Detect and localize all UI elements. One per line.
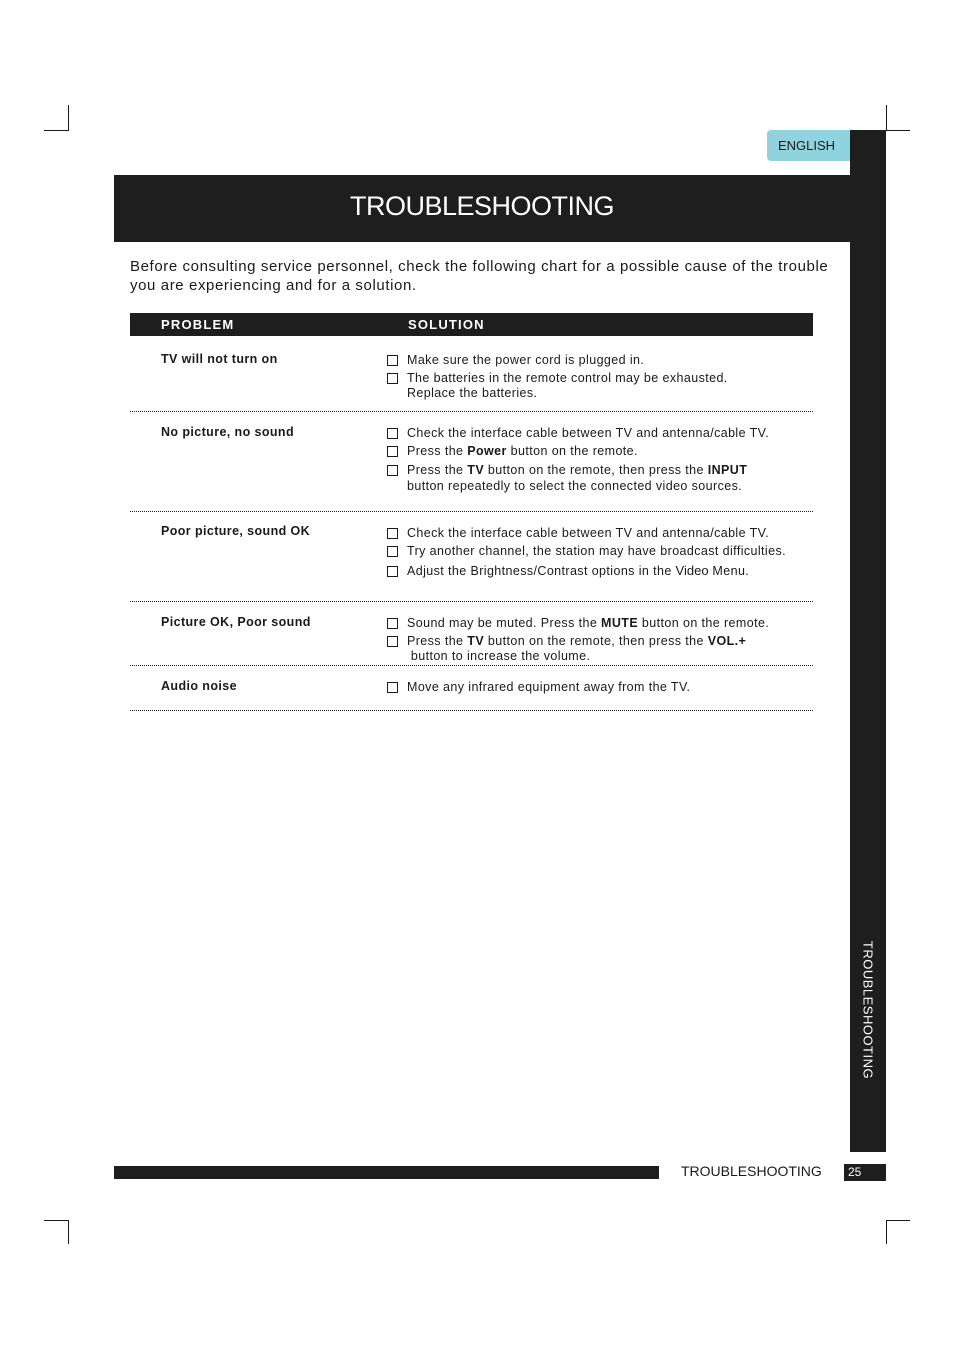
crop-mark-bottom-right-h [886,1220,910,1221]
solution-item: Move any infrared equipment away from the TV. [407,680,691,694]
button-name-text: TV [467,634,485,648]
solution-text: Menu. [708,564,750,578]
solution-item: Check the interface cable between TV and antenna/cable TV. [407,526,770,540]
button-name-text: MUTE [601,616,639,630]
solution-item: Check the interface cable between TV and antenna/cable TV. [407,426,770,440]
solution-text: button on the remote. [638,616,770,630]
solution-item: The batteries in the remote control may be exhausted. [407,371,728,385]
title-bar [114,175,850,242]
solution-item [407,444,638,458]
checkbox-icon [387,428,398,439]
menu-name-text: Video [675,563,709,578]
solution-text: button on the remote. [506,444,638,458]
solution-item-continued: button repeatedly to select the connected video sources. [407,479,743,493]
checkbox-icon [387,546,398,557]
button-name-text: Power [467,444,507,458]
solution-item: Try another channel, the station may have broadcast difficulties. [407,544,786,558]
solution-text: button on the remote, then press the [484,634,708,648]
checkbox-icon [387,618,398,629]
checkbox-icon [387,528,398,539]
table-header [130,313,813,336]
problem-label: Poor picture, sound OK [161,524,311,538]
footer-bar [114,1166,659,1179]
checkbox-icon [387,566,398,577]
row-divider [130,411,813,412]
solution-item [407,463,747,477]
row-divider [130,710,813,711]
solution-text: Press the [407,634,468,648]
language-tab: ENGLISH [767,130,850,161]
checkbox-icon [387,373,398,384]
intro-text: Before consulting service personnel, check the following chart for a possible cause of the trouble you are experiencing and for a solution. [130,258,829,294]
checkbox-icon [387,446,398,457]
solution-text: Press the [407,463,468,477]
checkbox-icon [387,636,398,647]
page-title: TROUBLESHOOTING [349,191,615,221]
problem-label: No picture, no sound [161,425,294,439]
crop-mark-top-left-h [44,130,69,131]
problem-label: TV will not turn on [161,352,278,366]
button-name-text: TV [467,463,485,477]
button-name-text: VOL.+ [707,634,747,648]
solution-item: Make sure the power cord is plugged in. [407,353,645,367]
solution-item [407,563,749,578]
checkbox-icon [387,465,398,476]
crop-mark-top-right-h [886,130,910,131]
footer-label: TROUBLESHOOTING [681,1163,822,1179]
solution-column-header: SOLUTION [408,317,485,332]
checkbox-icon [387,682,398,693]
row-divider [130,601,813,602]
crop-mark-top-right-v [886,105,887,131]
crop-mark-bottom-right-v [886,1220,887,1244]
row-divider [130,511,813,512]
button-name-text: INPUT [707,463,748,477]
crop-mark-bottom-left-v [68,1220,69,1244]
crop-mark-bottom-left-h [44,1220,69,1221]
solution-text: Adjust the Brightness/Contrast options in the [407,564,676,578]
problem-label: Picture OK, Poor sound [161,615,311,629]
solution-text: Sound may be muted. Press the [407,616,602,630]
crop-mark-top-left-v [68,105,69,131]
solution-item [407,616,769,630]
solution-item-continued: Replace the batteries. [407,386,538,400]
row-divider [130,665,813,666]
solution-item-continued: button to increase the volume. [407,649,591,663]
solution-text: Press the [407,444,468,458]
page-number: 25 [844,1164,886,1181]
problem-column-header: PROBLEM [161,317,235,332]
solution-text: button on the remote, then press the [484,463,708,477]
solution-item [407,634,746,648]
problem-label: Audio noise [161,679,237,693]
checkbox-icon [387,355,398,366]
side-label: TROUBLESHOOTING [860,940,876,1080]
